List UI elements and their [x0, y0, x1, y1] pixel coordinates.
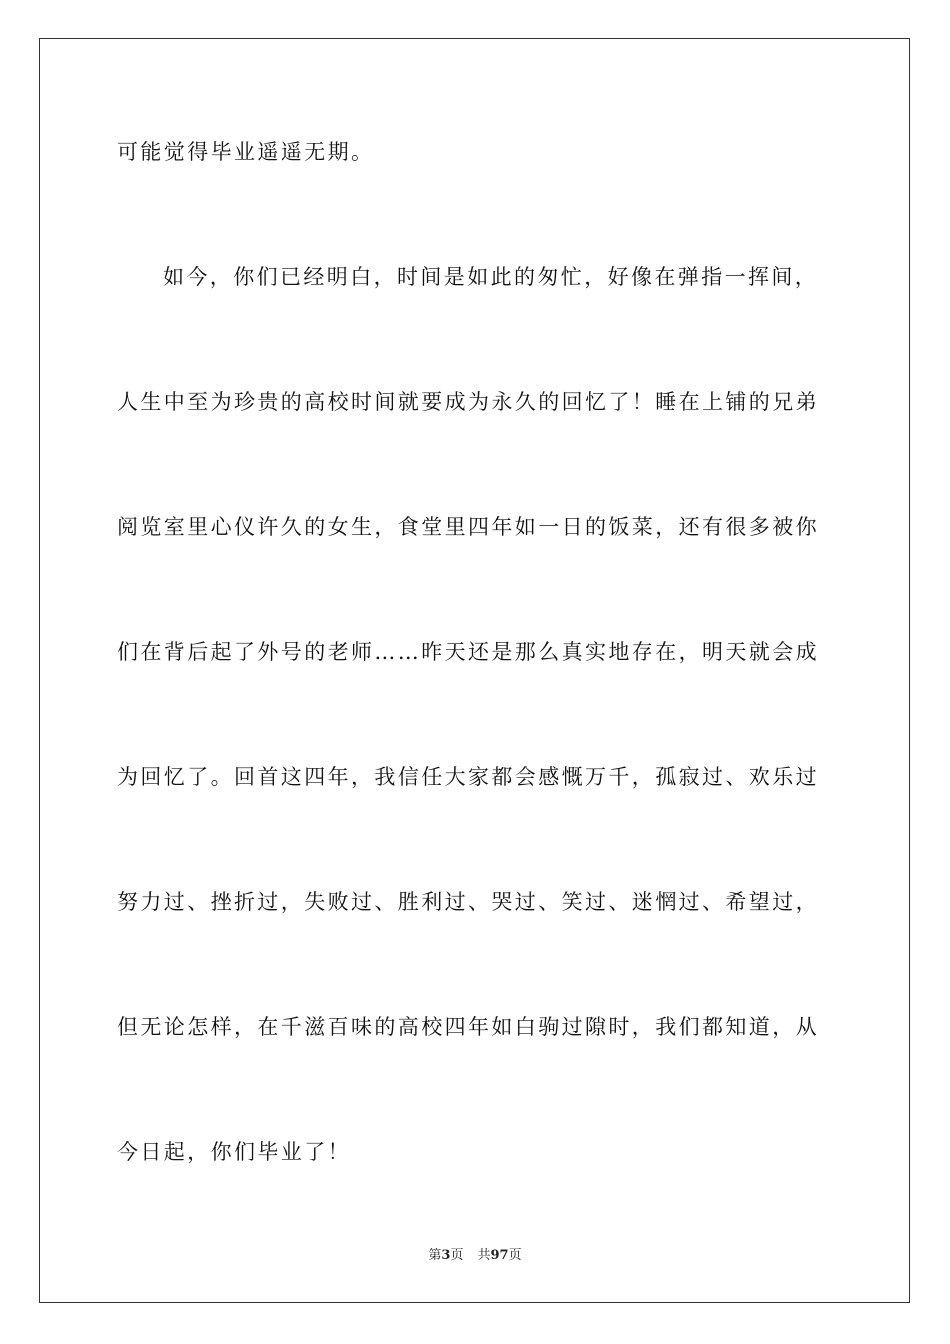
- text-line-8: 但无论怎样，在千滋百味的高校四年如白驹过隙时，我们都知道，从: [117, 1015, 819, 1039]
- page-prefix: 第: [428, 1248, 442, 1263]
- total-pages: 97: [490, 1248, 509, 1263]
- page-suffix: 页: [450, 1248, 464, 1263]
- text-line-6: 为回忆了。回首这四年，我信任大家都会感慨万千，孤寂过、欢乐过: [117, 765, 819, 789]
- text-line-1: 可能觉得毕业遥遥无期。: [117, 140, 375, 164]
- total-prefix: 共: [477, 1248, 491, 1263]
- page-number: 3: [441, 1248, 451, 1263]
- text-line-4: 阅览室里心仪许久的女生，食堂里四年如一日的饭菜，还有很多被你: [117, 515, 819, 539]
- text-line-2: 如今，你们已经明白，时间是如此的匆忙，好像在弹指一挥间，: [163, 265, 819, 289]
- page-border: [39, 38, 910, 1303]
- page-footer: [0, 1247, 950, 1265]
- text-line-7: 努力过、挫折过，失败过、胜利过、哭过、笑过、迷惘过、希望过，: [117, 890, 819, 914]
- text-line-3: 人生中至为珍贵的高校时间就要成为永久的回忆了！睡在上铺的兄弟: [117, 390, 819, 414]
- text-line-5: 们在背后起了外号的老师……昨天还是那么真实地存在，明天就会成: [117, 640, 819, 664]
- total-suffix: 页: [508, 1248, 522, 1263]
- text-line-9: 今日起，你们毕业了！: [117, 1140, 351, 1164]
